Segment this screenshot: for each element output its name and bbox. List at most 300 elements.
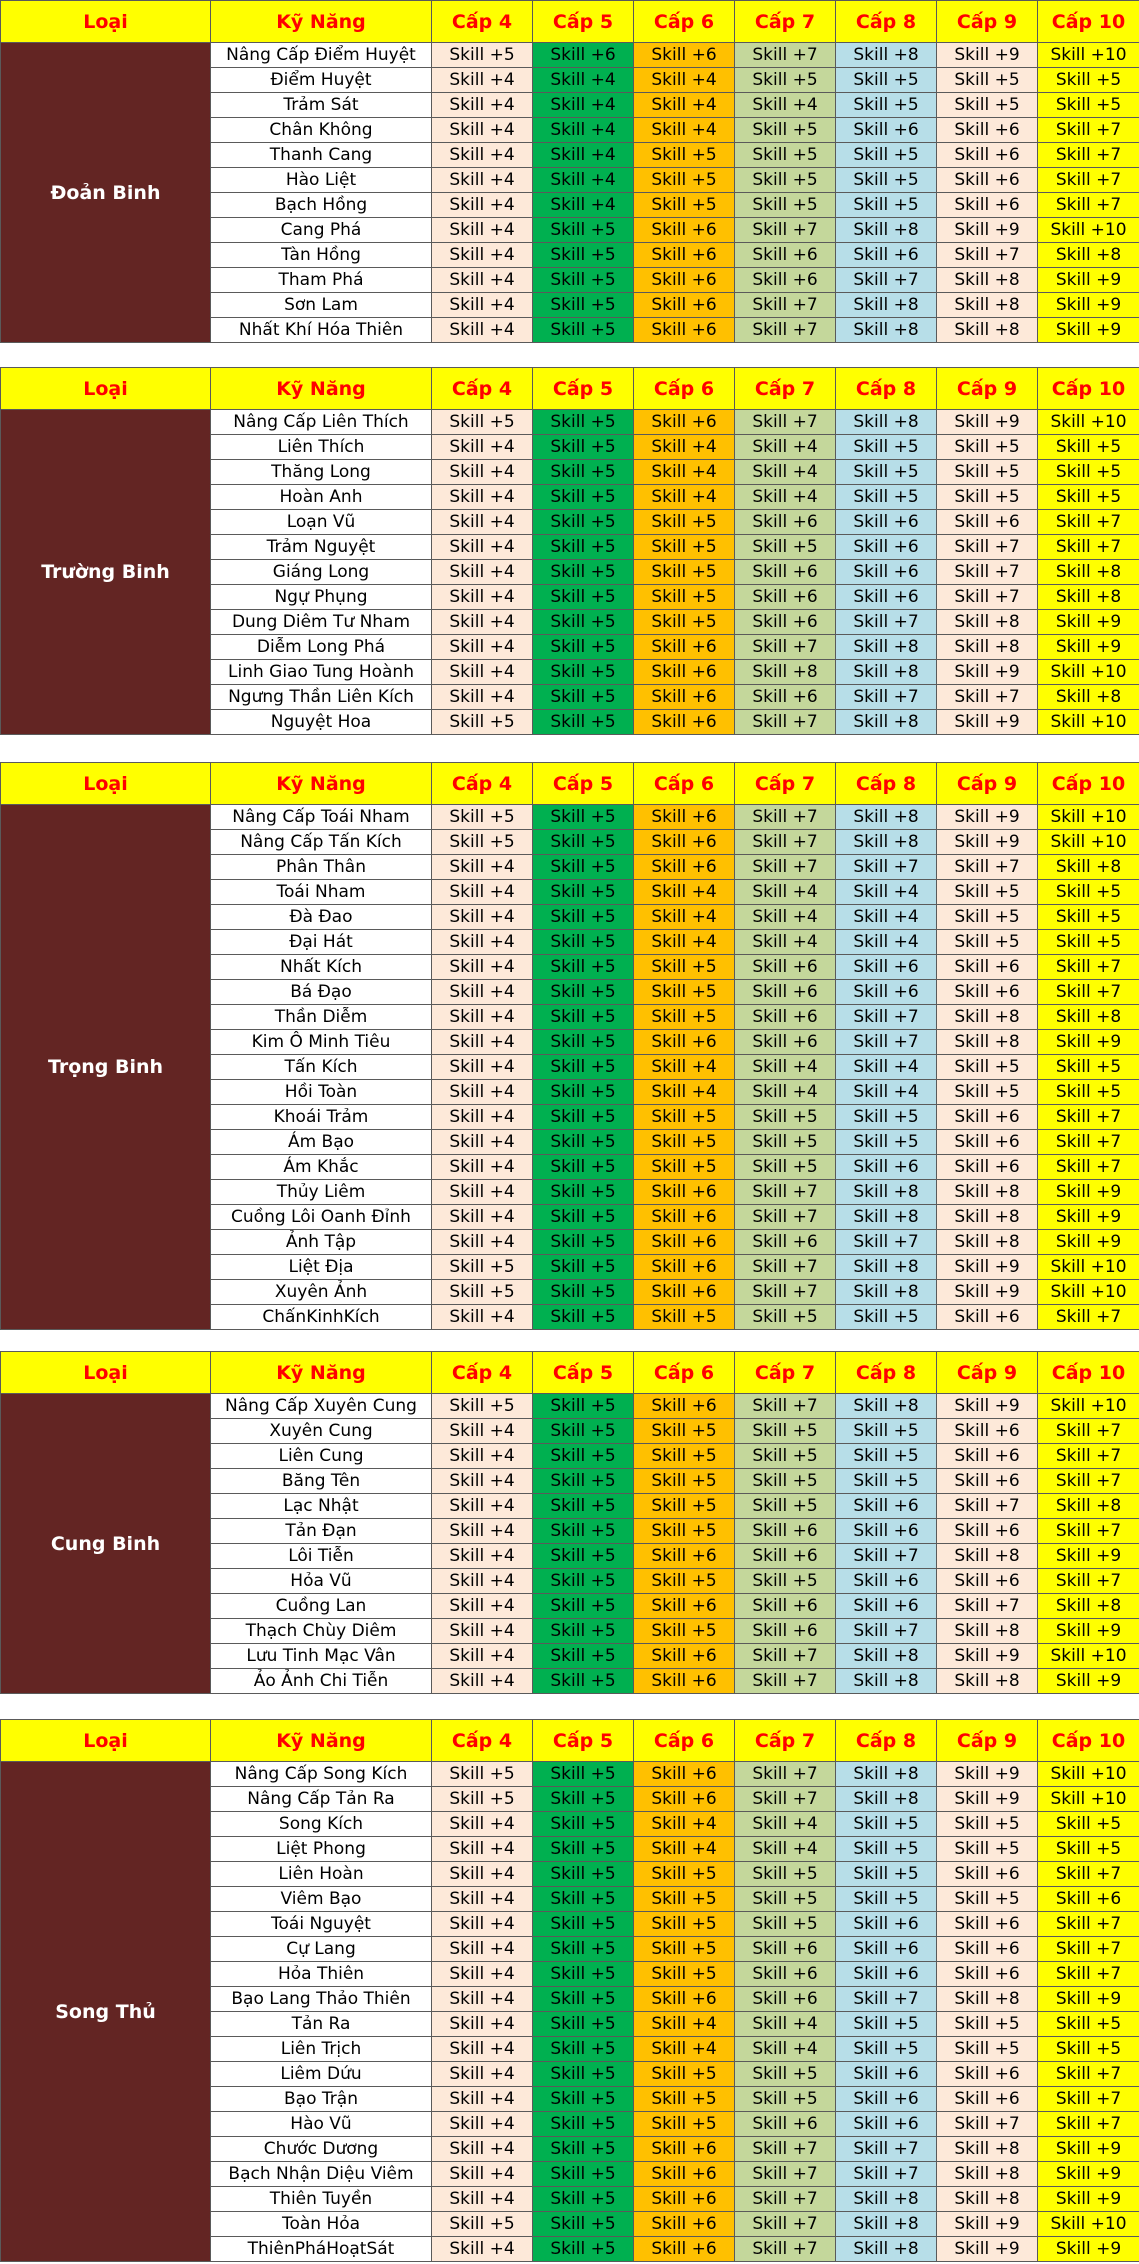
skill-name-cell: Tàn Hồng	[211, 243, 432, 268]
level-cell: Skill +9	[937, 1394, 1038, 1419]
level-cell: Skill +9	[937, 1255, 1038, 1280]
level-cell: Skill +5	[735, 193, 836, 218]
level-cell: Skill +7	[1038, 1962, 1139, 1987]
level-cell: Skill +6	[634, 318, 735, 343]
level-cell: Skill +5	[533, 1519, 634, 1544]
level-cell: Skill +5	[836, 93, 937, 118]
level-cell: Skill +8	[937, 610, 1038, 635]
column-header: Cấp 8	[836, 1, 937, 43]
level-cell: Skill +10	[1038, 2212, 1139, 2237]
type-cell: Trọng Binh	[1, 805, 211, 1330]
level-cell: Skill +4	[533, 143, 634, 168]
level-cell: Skill +4	[634, 118, 735, 143]
level-cell: Skill +6	[836, 1937, 937, 1962]
column-header: Cấp 6	[634, 1720, 735, 1762]
level-cell: Skill +6	[634, 1644, 735, 1669]
level-cell: Skill +5	[432, 43, 533, 68]
level-cell: Skill +5	[836, 460, 937, 485]
skill-name-cell: Diễm Long Phá	[211, 635, 432, 660]
level-cell: Skill +4	[432, 2112, 533, 2137]
level-cell: Skill +4	[533, 93, 634, 118]
skill-name-cell: Nâng Cấp Tản Ra	[211, 1787, 432, 1812]
level-cell: Skill +7	[735, 1787, 836, 1812]
level-cell: Skill +5	[533, 2112, 634, 2137]
level-cell: Skill +6	[937, 1444, 1038, 1469]
level-cell: Skill +7	[836, 610, 937, 635]
level-cell: Skill +5	[533, 1669, 634, 1694]
skill-name-cell: Hào Liệt	[211, 168, 432, 193]
level-cell: Skill +7	[735, 2237, 836, 2262]
level-cell: Skill +4	[432, 218, 533, 243]
level-cell: Skill +6	[735, 1937, 836, 1962]
level-cell: Skill +5	[533, 218, 634, 243]
level-cell: Skill +5	[533, 830, 634, 855]
level-cell: Skill +5	[937, 2037, 1038, 2062]
level-cell: Skill +7	[735, 2212, 836, 2237]
level-cell: Skill +5	[1038, 1837, 1139, 1862]
level-cell: Skill +8	[1038, 560, 1139, 585]
level-cell: Skill +6	[937, 143, 1038, 168]
skill-name-cell: Dung Diêm Tư Nham	[211, 610, 432, 635]
level-cell: Skill +5	[735, 1912, 836, 1937]
level-cell: Skill +8	[836, 1787, 937, 1812]
level-cell: Skill +5	[533, 2137, 634, 2162]
level-cell: Skill +4	[432, 535, 533, 560]
level-cell: Skill +5	[634, 510, 735, 535]
level-cell: Skill +5	[937, 93, 1038, 118]
column-header: Cấp 8	[836, 1720, 937, 1762]
level-cell: Skill +5	[533, 1255, 634, 1280]
level-cell: Skill +8	[735, 660, 836, 685]
level-cell: Skill +5	[836, 1419, 937, 1444]
level-cell: Skill +4	[432, 168, 533, 193]
level-cell: Skill +5	[937, 1080, 1038, 1105]
level-cell: Skill +7	[1038, 2112, 1139, 2137]
column-header: Cấp 7	[735, 1, 836, 43]
level-cell: Skill +9	[937, 805, 1038, 830]
level-cell: Skill +5	[533, 930, 634, 955]
column-header: Cấp 5	[533, 368, 634, 410]
level-cell: Skill +5	[836, 1887, 937, 1912]
level-cell: Skill +9	[937, 2237, 1038, 2262]
level-cell: Skill +6	[634, 2237, 735, 2262]
level-cell: Skill +4	[432, 855, 533, 880]
level-cell: Skill +4	[432, 2062, 533, 2087]
level-cell: Skill +6	[937, 168, 1038, 193]
level-cell: Skill +8	[937, 2187, 1038, 2212]
level-cell: Skill +10	[1038, 43, 1139, 68]
level-cell: Skill +4	[432, 1155, 533, 1180]
level-cell: Skill +6	[937, 1912, 1038, 1937]
level-cell: Skill +7	[735, 1394, 836, 1419]
level-cell: Skill +5	[533, 1912, 634, 1937]
column-header: Cấp 7	[735, 763, 836, 805]
column-header: Cấp 4	[432, 1352, 533, 1394]
column-header: Cấp 9	[937, 1352, 1038, 1394]
skill-name-cell: Băng Tên	[211, 1469, 432, 1494]
level-cell: Skill +5	[533, 2212, 634, 2237]
level-cell: Skill +7	[836, 2162, 937, 2187]
level-cell: Skill +10	[1038, 218, 1139, 243]
level-cell: Skill +5	[1038, 2012, 1139, 2037]
level-cell: Skill +4	[432, 1305, 533, 1330]
skill-name-cell: Liệt Địa	[211, 1255, 432, 1280]
skill-name-cell: Đà Đao	[211, 905, 432, 930]
skill-table	[0, 367, 1139, 735]
skill-name-cell: Liên Cung	[211, 1444, 432, 1469]
level-cell: Skill +5	[533, 660, 634, 685]
level-cell: Skill +5	[1038, 1080, 1139, 1105]
skill-name-cell: ThiênPháHoạtSát	[211, 2237, 432, 2262]
skill-name-cell: Ảo Ảnh Chi Tiễn	[211, 1669, 432, 1694]
skill-name-cell: Liên Thích	[211, 435, 432, 460]
column-header: Loại	[1, 1352, 211, 1394]
level-cell: Skill +8	[836, 2237, 937, 2262]
level-cell: Skill +10	[1038, 1280, 1139, 1305]
level-cell: Skill +9	[1038, 1205, 1139, 1230]
level-cell: Skill +5	[937, 68, 1038, 93]
level-cell: Skill +5	[533, 435, 634, 460]
level-cell: Skill +5	[836, 435, 937, 460]
level-cell: Skill +5	[533, 685, 634, 710]
level-cell: Skill +6	[634, 710, 735, 735]
level-cell: Skill +5	[533, 905, 634, 930]
level-cell: Skill +5	[634, 1619, 735, 1644]
level-cell: Skill +5	[937, 1837, 1038, 1862]
level-cell: Skill +5	[634, 1494, 735, 1519]
table-header-row	[1, 1720, 1139, 1762]
level-cell: Skill +5	[533, 585, 634, 610]
level-cell: Skill +5	[836, 143, 937, 168]
level-cell: Skill +7	[1038, 1305, 1139, 1330]
level-cell: Skill +7	[1038, 510, 1139, 535]
level-cell: Skill +4	[432, 660, 533, 685]
skill-name-cell: Toái Nguyệt	[211, 1912, 432, 1937]
level-cell: Skill +9	[1038, 2137, 1139, 2162]
column-header: Loại	[1, 763, 211, 805]
level-cell: Skill +5	[735, 118, 836, 143]
level-cell: Skill +4	[432, 1987, 533, 2012]
level-cell: Skill +8	[937, 1030, 1038, 1055]
level-cell: Skill +10	[1038, 1255, 1139, 1280]
level-cell: Skill +6	[937, 1130, 1038, 1155]
level-cell: Skill +5	[533, 1080, 634, 1105]
table-row	[1, 410, 1139, 435]
level-cell: Skill +5	[634, 1419, 735, 1444]
level-cell: Skill +7	[937, 2112, 1038, 2137]
level-cell: Skill +9	[1038, 293, 1139, 318]
level-cell: Skill +8	[836, 660, 937, 685]
level-cell: Skill +7	[836, 1544, 937, 1569]
level-cell: Skill +4	[432, 1594, 533, 1619]
level-cell: Skill +5	[533, 980, 634, 1005]
level-cell: Skill +5	[735, 1862, 836, 1887]
level-cell: Skill +4	[533, 193, 634, 218]
level-cell: Skill +4	[634, 68, 735, 93]
skill-name-cell: Nhất Khí Hóa Thiên	[211, 318, 432, 343]
level-cell: Skill +4	[735, 880, 836, 905]
level-cell: Skill +5	[432, 1394, 533, 1419]
level-cell: Skill +5	[432, 410, 533, 435]
level-cell: Skill +7	[1038, 193, 1139, 218]
level-cell: Skill +10	[1038, 830, 1139, 855]
level-cell: Skill +10	[1038, 660, 1139, 685]
level-cell: Skill +6	[836, 118, 937, 143]
level-cell: Skill +5	[533, 1987, 634, 2012]
level-cell: Skill +8	[836, 2212, 937, 2237]
level-cell: Skill +4	[634, 93, 735, 118]
table-row	[1, 1394, 1139, 1419]
level-cell: Skill +5	[937, 905, 1038, 930]
level-cell: Skill +6	[634, 2187, 735, 2212]
level-cell: Skill +6	[937, 510, 1038, 535]
level-cell: Skill +6	[937, 1469, 1038, 1494]
level-cell: Skill +9	[1038, 268, 1139, 293]
level-cell: Skill +5	[735, 2062, 836, 2087]
level-cell: Skill +6	[634, 855, 735, 880]
level-cell: Skill +6	[937, 955, 1038, 980]
level-cell: Skill +6	[735, 685, 836, 710]
level-cell: Skill +5	[432, 805, 533, 830]
level-cell: Skill +5	[1038, 460, 1139, 485]
level-cell: Skill +7	[735, 1180, 836, 1205]
level-cell: Skill +6	[634, 1762, 735, 1787]
skill-name-cell: Nguyệt Hoa	[211, 710, 432, 735]
skill-table	[0, 1719, 1139, 2262]
level-cell: Skill +7	[937, 1594, 1038, 1619]
level-cell: Skill +8	[836, 805, 937, 830]
skill-name-cell: Cự Lang	[211, 1937, 432, 1962]
skill-name-cell: Bạch Nhận Diệu Viêm	[211, 2162, 432, 2187]
level-cell: Skill +6	[937, 980, 1038, 1005]
level-cell: Skill +5	[836, 1130, 937, 1155]
level-cell: Skill +5	[937, 1887, 1038, 1912]
level-cell: Skill +5	[634, 168, 735, 193]
level-cell: Skill +6	[634, 293, 735, 318]
column-header: Cấp 8	[836, 368, 937, 410]
level-cell: Skill +10	[1038, 1762, 1139, 1787]
level-cell: Skill +6	[937, 2087, 1038, 2112]
table-row	[1, 1762, 1139, 1787]
level-cell: Skill +4	[735, 1837, 836, 1862]
level-cell: Skill +5	[533, 560, 634, 585]
skill-name-cell: Khoái Trảm	[211, 1105, 432, 1130]
level-cell: Skill +6	[634, 2162, 735, 2187]
level-cell: Skill +6	[735, 243, 836, 268]
level-cell: Skill +4	[432, 118, 533, 143]
level-cell: Skill +4	[735, 460, 836, 485]
column-header: Cấp 6	[634, 763, 735, 805]
level-cell: Skill +4	[735, 930, 836, 955]
column-header: Cấp 10	[1038, 368, 1139, 410]
level-cell: Skill +5	[533, 880, 634, 905]
skill-name-cell: Liên Trịch	[211, 2037, 432, 2062]
level-cell: Skill +9	[1038, 1544, 1139, 1569]
level-cell: Skill +5	[634, 2087, 735, 2112]
level-cell: Skill +6	[937, 1155, 1038, 1180]
level-cell: Skill +9	[1038, 1030, 1139, 1055]
level-cell: Skill +6	[634, 410, 735, 435]
level-cell: Skill +6	[735, 268, 836, 293]
level-cell: Skill +5	[432, 1762, 533, 1787]
level-cell: Skill +5	[634, 1130, 735, 1155]
level-cell: Skill +6	[937, 2062, 1038, 2087]
table-header-row	[1, 1352, 1139, 1394]
level-cell: Skill +6	[634, 1255, 735, 1280]
level-cell: Skill +8	[937, 268, 1038, 293]
level-cell: Skill +4	[735, 485, 836, 510]
level-cell: Skill +4	[432, 2162, 533, 2187]
level-cell: Skill +4	[533, 68, 634, 93]
level-cell: Skill +7	[937, 1494, 1038, 1519]
level-cell: Skill +5	[836, 168, 937, 193]
level-cell: Skill +5	[836, 193, 937, 218]
level-cell: Skill +4	[634, 2012, 735, 2037]
level-cell: Skill +4	[836, 930, 937, 955]
skill-name-cell: Bạo Trận	[211, 2087, 432, 2112]
level-cell: Skill +9	[937, 1787, 1038, 1812]
type-cell: Đoản Binh	[1, 43, 211, 343]
level-cell: Skill +5	[836, 1105, 937, 1130]
level-cell: Skill +5	[1038, 880, 1139, 905]
level-cell: Skill +5	[836, 1837, 937, 1862]
skill-table	[0, 1351, 1139, 1694]
skill-table	[0, 762, 1139, 1330]
table-header-row	[1, 763, 1139, 805]
level-cell: Skill +5	[836, 1469, 937, 1494]
level-cell: Skill +5	[533, 855, 634, 880]
level-cell: Skill +7	[735, 410, 836, 435]
level-cell: Skill +8	[836, 710, 937, 735]
column-header: Cấp 9	[937, 763, 1038, 805]
level-cell: Skill +5	[634, 2062, 735, 2087]
level-cell: Skill +8	[1038, 1494, 1139, 1519]
level-cell: Skill +7	[937, 855, 1038, 880]
level-cell: Skill +5	[533, 1544, 634, 1569]
level-cell: Skill +5	[533, 1180, 634, 1205]
column-header: Cấp 9	[937, 368, 1038, 410]
level-cell: Skill +5	[1038, 68, 1139, 93]
level-cell: Skill +5	[735, 1155, 836, 1180]
column-header: Kỹ Năng	[211, 1, 432, 43]
level-cell: Skill +8	[937, 1180, 1038, 1205]
level-cell: Skill +6	[735, 560, 836, 585]
level-cell: Skill +5	[634, 1862, 735, 1887]
skill-name-cell: Trảm Sát	[211, 93, 432, 118]
level-cell: Skill +5	[937, 1055, 1038, 1080]
skill-name-cell: Thần Diễm	[211, 1005, 432, 1030]
column-header: Cấp 4	[432, 1720, 533, 1762]
level-cell: Skill +7	[836, 1030, 937, 1055]
level-cell: Skill +5	[735, 1494, 836, 1519]
level-cell: Skill +5	[533, 1469, 634, 1494]
level-cell: Skill +5	[937, 1812, 1038, 1837]
level-cell: Skill +8	[937, 293, 1038, 318]
skill-name-cell: Liên Hoàn	[211, 1862, 432, 1887]
level-cell: Skill +7	[937, 585, 1038, 610]
skill-name-cell: Tản Ra	[211, 2012, 432, 2037]
skill-name-cell: Phân Thân	[211, 855, 432, 880]
level-cell: Skill +4	[634, 485, 735, 510]
level-cell: Skill +5	[836, 485, 937, 510]
skill-name-cell: Liệt Phong	[211, 1837, 432, 1862]
level-cell: Skill +7	[1038, 1937, 1139, 1962]
level-cell: Skill +4	[432, 2037, 533, 2062]
level-cell: Skill +4	[432, 318, 533, 343]
column-header: Cấp 6	[634, 368, 735, 410]
level-cell: Skill +5	[533, 1030, 634, 1055]
level-cell: Skill +4	[432, 1962, 533, 1987]
level-cell: Skill +5	[937, 460, 1038, 485]
level-cell: Skill +6	[634, 1280, 735, 1305]
skill-name-cell: Cuồng Lan	[211, 1594, 432, 1619]
level-cell: Skill +4	[432, 1105, 533, 1130]
level-cell: Skill +6	[836, 243, 937, 268]
level-cell: Skill +7	[836, 1005, 937, 1030]
column-header: Cấp 4	[432, 368, 533, 410]
level-cell: Skill +5	[533, 1937, 634, 1962]
skill-name-cell: Nâng Cấp Song Kích	[211, 1762, 432, 1787]
level-cell: Skill +9	[937, 1762, 1038, 1787]
level-cell: Skill +8	[1038, 585, 1139, 610]
level-cell: Skill +8	[836, 635, 937, 660]
level-cell: Skill +6	[836, 2087, 937, 2112]
table-row	[1, 43, 1139, 68]
level-cell: Skill +5	[533, 1005, 634, 1030]
level-cell: Skill +5	[937, 435, 1038, 460]
level-cell: Skill +5	[836, 68, 937, 93]
level-cell: Skill +5	[735, 1305, 836, 1330]
level-cell: Skill +6	[735, 585, 836, 610]
level-cell: Skill +7	[1038, 955, 1139, 980]
level-cell: Skill +4	[432, 1569, 533, 1594]
level-cell: Skill +5	[735, 1887, 836, 1912]
level-cell: Skill +5	[533, 1205, 634, 1230]
column-header: Kỹ Năng	[211, 1352, 432, 1394]
level-cell: Skill +4	[432, 2237, 533, 2262]
level-cell: Skill +7	[1038, 168, 1139, 193]
level-cell: Skill +7	[1038, 535, 1139, 560]
column-header: Cấp 8	[836, 1352, 937, 1394]
level-cell: Skill +4	[735, 2037, 836, 2062]
level-cell: Skill +5	[634, 1962, 735, 1987]
level-cell: Skill +6	[735, 955, 836, 980]
level-cell: Skill +4	[432, 1005, 533, 1030]
skill-name-cell: Thanh Cang	[211, 143, 432, 168]
level-cell: Skill +5	[533, 1444, 634, 1469]
level-cell: Skill +4	[432, 2187, 533, 2212]
skill-name-cell: Ám Bạo	[211, 1130, 432, 1155]
level-cell: Skill +6	[634, 1205, 735, 1230]
level-cell: Skill +5	[432, 830, 533, 855]
level-cell: Skill +8	[937, 1205, 1038, 1230]
level-cell: Skill +4	[432, 460, 533, 485]
level-cell: Skill +4	[432, 193, 533, 218]
level-cell: Skill +4	[432, 980, 533, 1005]
skill-name-cell: Toái Nham	[211, 880, 432, 905]
level-cell: Skill +5	[1038, 1055, 1139, 1080]
level-cell: Skill +5	[533, 1887, 634, 1912]
skill-name-cell: Nhất Kích	[211, 955, 432, 980]
level-cell: Skill +4	[432, 1619, 533, 1644]
level-cell: Skill +5	[735, 535, 836, 560]
level-cell: Skill +5	[533, 293, 634, 318]
level-cell: Skill +5	[533, 535, 634, 560]
level-cell: Skill +7	[735, 43, 836, 68]
level-cell: Skill +5	[533, 243, 634, 268]
level-cell: Skill +5	[735, 1569, 836, 1594]
table-header-row	[1, 368, 1139, 410]
